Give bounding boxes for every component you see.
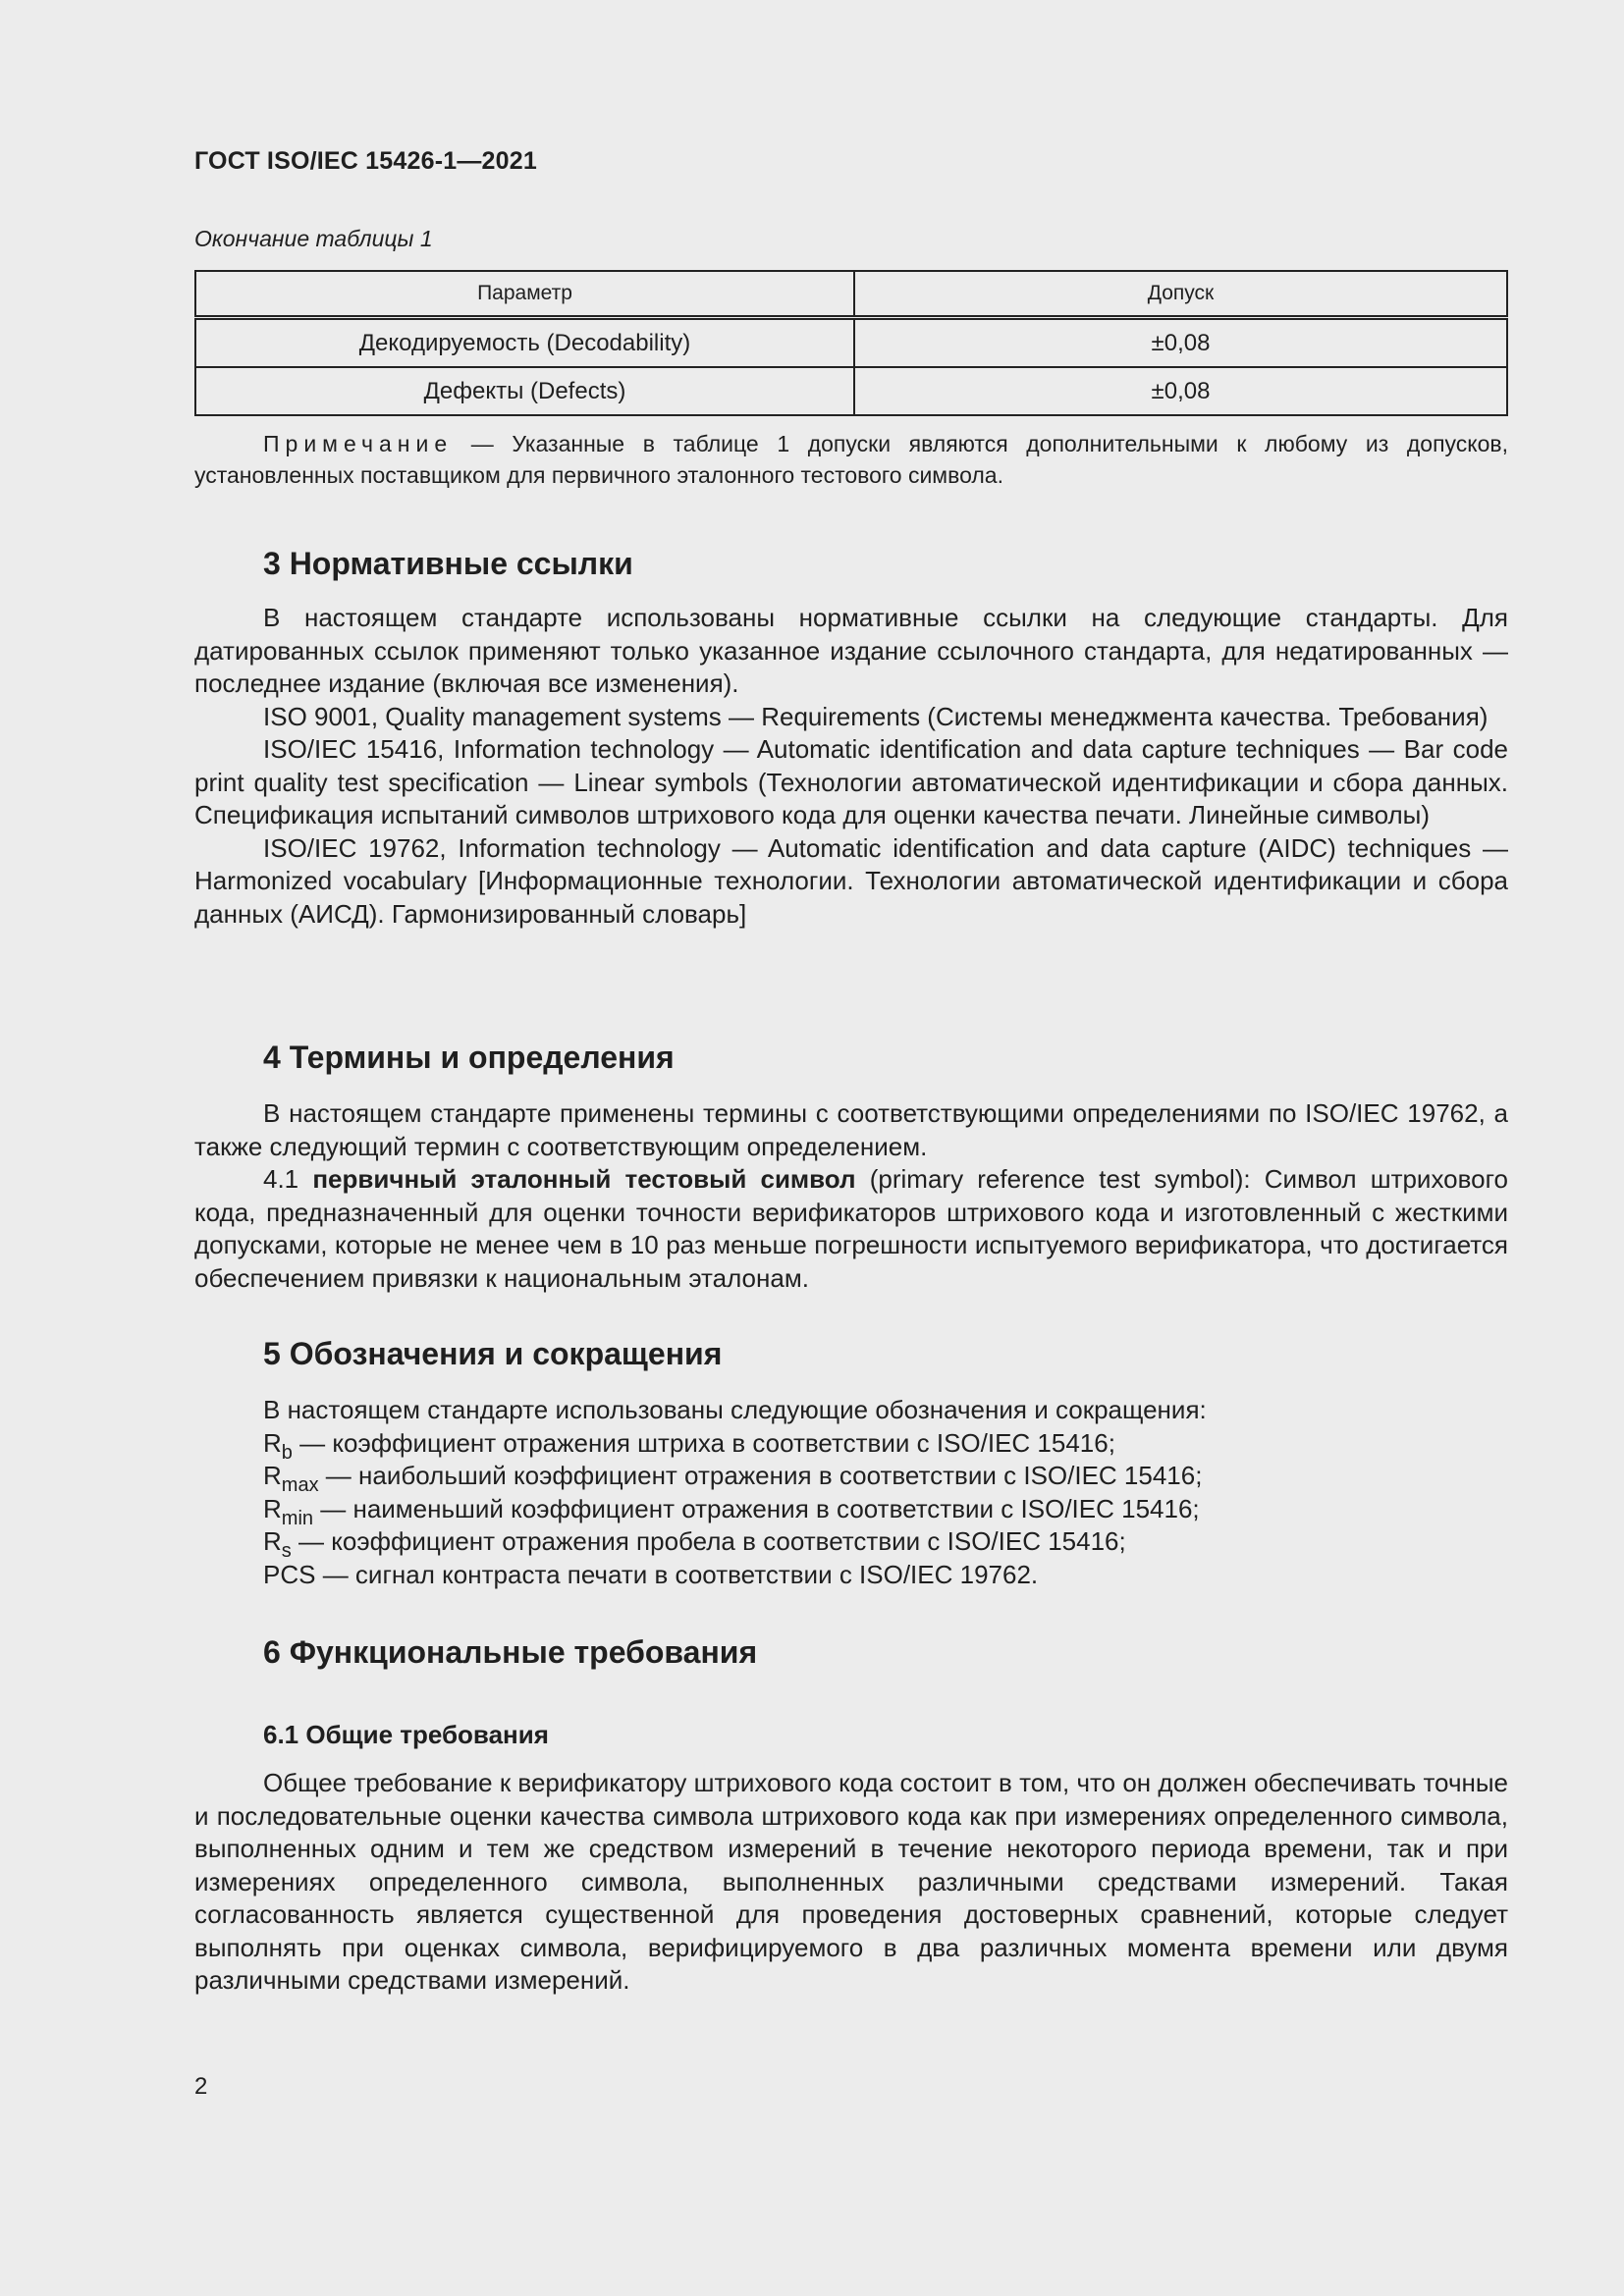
symbol: R [263, 1461, 282, 1490]
section-6-1-text: Общее требование к верификатору штрихового кода состоит в том, что он должен обеспечивать точные и последовательные оценки качества символа штрихового кода как при измерениях определенного символа, выполненных одним и тем же средством измерений в течение некоторого периода времени, так и при измерениях определенного символа, выполненных различными средствами измерений. Такая согласованность является существенной для проведения достоверных сравнений, которые следует выполнять при оценках символа, верифицируемого в два различных момента времени или двумя различными средствами измерений. [194, 1768, 1508, 1995]
symbol-definition: — коэффициент отражения штриха в соответствии с ISO/IEC 15416; [292, 1427, 1115, 1458]
page-number: 2 [194, 2073, 208, 2100]
section-3-intro: В настоящем стандарте использованы нормативные ссылки на следующие стандарты. Для датированных ссылок применяют только указанное издание ссылочного стандарта, для недатированных — последнее издание (включая все изменения). [194, 603, 1508, 698]
table-cell-parameter: Декодируемость (Decodability) [195, 318, 854, 368]
term-number: 4.1 [263, 1164, 299, 1194]
symbol: R [263, 1526, 282, 1556]
section-5-title: 5 Обозначения и сокращения [263, 1336, 723, 1371]
section-4-title: 4 Термины и определения [263, 1040, 675, 1075]
table-note [194, 428, 1508, 491]
tolerance-table [194, 270, 1508, 416]
note-text: Указанные в таблице 1 допуски являются дополнительными к любому из допусков, установленных поставщиком для первичного эталонного тестового символа. [194, 431, 1508, 488]
section-4-intro: В настоящем стандарте применены термины с соответствующими определениями по ISO/IEC 19762, а также следующий термин с соответствующим определением. [194, 1098, 1508, 1161]
table-row [195, 318, 1507, 368]
list-item [263, 1493, 1508, 1529]
table-header-row [195, 271, 1507, 318]
column-header-parameter: Параметр [195, 271, 854, 318]
symbol-subscript: s [281, 1540, 292, 1562]
column-header-tolerance: Допуск [854, 271, 1507, 318]
list-item [263, 1559, 1508, 1592]
list-item [263, 1427, 1508, 1464]
normative-reference: ISO 9001, Quality management systems — Requirements (Системы менеджмента качества. Требования) [263, 701, 1489, 731]
symbol-subscript: min [281, 1507, 314, 1529]
table-caption: Окончание таблицы 1 [194, 226, 433, 251]
normative-reference: ISO/IEC 19762, Information technology — Automatic identification and data capture (AIDC) techniques — Harmonized vocabulary [Информационные технологии. Технологии автоматической идентификации и сбора данных (АИСД). Гармонизированный словарь] [194, 832, 1508, 929]
note-label: Примечание [263, 431, 454, 456]
symbol-definition: — коэффициент отражения пробела в соответствии с ISO/IEC 15416; [291, 1526, 1126, 1556]
section-4-body [194, 1097, 1508, 1295]
list-item [263, 1460, 1508, 1496]
section-6-1-title: 6.1 Общие требования [263, 1720, 549, 1749]
list-item [263, 1525, 1508, 1562]
table-row [195, 367, 1507, 415]
note-dash: — [470, 431, 494, 456]
table-cell-parameter: Дефекты (Defects) [195, 367, 854, 415]
table-cell-tolerance: ±0,08 [854, 367, 1507, 415]
section-5-body [194, 1394, 1508, 1591]
symbol-subscript: b [281, 1441, 293, 1464]
table-cell-tolerance: ±0,08 [854, 318, 1507, 368]
symbol: PCS [263, 1559, 316, 1589]
symbol-definition: — сигнал контраста печати в соответствии с ISO/IEC 19762. [315, 1559, 1039, 1589]
term-definition-text: (primary reference test symbol): Символ штрихового кода, предназначенный для оценки точности верификаторов штрихового кода и изготовленный с жесткими допусками, которые не менее чем в 10 раз меньше погрешности испытуемого верификатора, что достигается обеспечением привязки к национальным эталонам. [194, 1164, 1508, 1293]
symbol-definition: — наименьший коэффициент отражения в соответствии с ISO/IEC 15416; [313, 1493, 1200, 1523]
symbol: R [263, 1427, 282, 1458]
normative-reference: ISO/IEC 15416, Information technology — Automatic identification and data capture techniques — Bar code print quality test specification — Linear symbols (Технологии автоматической идентификации и сбора данных. Спецификация испытаний символов штрихового кода для оценки качества печати. Линейные символы) [194, 734, 1508, 829]
section-6-body [194, 1767, 1508, 1998]
section-5-intro: В настоящем стандарте использованы следующие обозначения и сокращения: [263, 1395, 1207, 1424]
symbol-subscript: max [281, 1474, 319, 1496]
section-3-title: 3 Нормативные ссылки [263, 546, 633, 581]
section-3-body [194, 602, 1508, 931]
symbol-definition: — наибольший коэффициент отражения в соответствии с ISO/IEC 15416; [318, 1461, 1203, 1490]
abbreviation-list [194, 1427, 1508, 1592]
section-6-title: 6 Функциональные требования [263, 1634, 758, 1670]
term-definition [194, 1163, 1508, 1295]
term-name: первичный эталонный тестовый символ [312, 1164, 856, 1194]
document-header: ГОСТ ISO/IEC 15426-1—2021 [194, 147, 537, 175]
symbol: R [263, 1493, 282, 1523]
